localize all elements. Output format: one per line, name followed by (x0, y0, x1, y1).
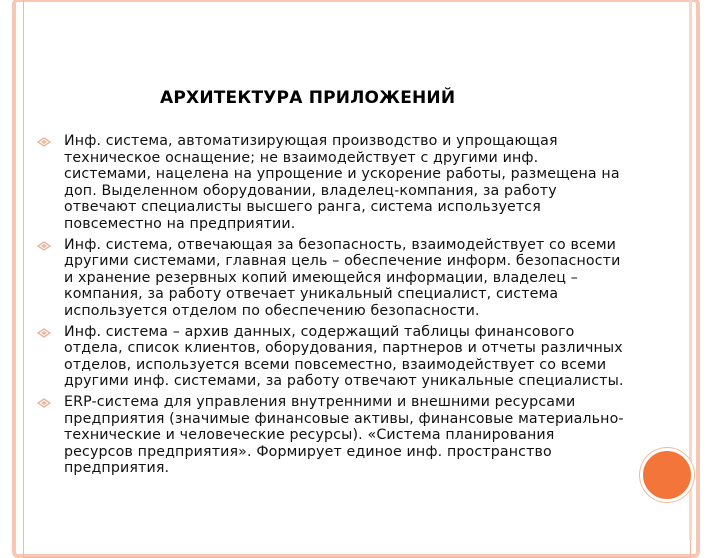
bullet-text: ERP-система для управления внутренними и внешними ресурсами предприятия (значимые финансовые активы, финансовые материально-технические и человеческие ресурсы). «Система планирования ресурсов предприятия». Формирует единое инф. пространство предприятия. (64, 393, 624, 477)
bullet-text: Инф. система, автоматизирующая производство и упрощающая техническое оснащение; не взаимодействует с другими инф. системами, нацелена на упрощение и ускорение работы, размещена на доп. Выделенном оборудовании, владелец-компания, за работу отвечают специалисты высшего ранга, система используется повсеместно на предприятии. (64, 133, 620, 232)
bullet-text: Инф. система – архив данных, содержащий таблицы финансового отдела, список клиентов, оборудования, партнеров и отчеты различных отделов, используется всеми повсеместно, взаимодействует со всеми другими инф. системами, за работу отвечают уникальные специалисты. (64, 323, 624, 390)
bullet-item-2 (34, 237, 624, 320)
bullet-text: Инф. система, отвечающая за безопасность, взаимодействует со всеми другими системами, главная цель – обеспечение информ. безопасности и хранение резервных копий имеющейся информации, владелец – компания, за работу отвечает уникальный специалист, система используется отделом по обеспечению безопасности. (64, 236, 621, 319)
bullet-item-4 (34, 394, 624, 477)
diamond-bullet-icon (37, 398, 51, 408)
diamond-bullet-icon (37, 241, 51, 251)
bullet-item-3 (34, 324, 624, 390)
diamond-bullet-icon (37, 328, 51, 338)
slide-title: АРХИТЕКТУРА ПРИЛОЖЕНИЙ (160, 88, 456, 108)
bullet-item-1 (34, 133, 624, 233)
bullet-list (34, 133, 624, 481)
diamond-bullet-icon (37, 137, 51, 147)
orange-circle-decoration (640, 448, 694, 502)
